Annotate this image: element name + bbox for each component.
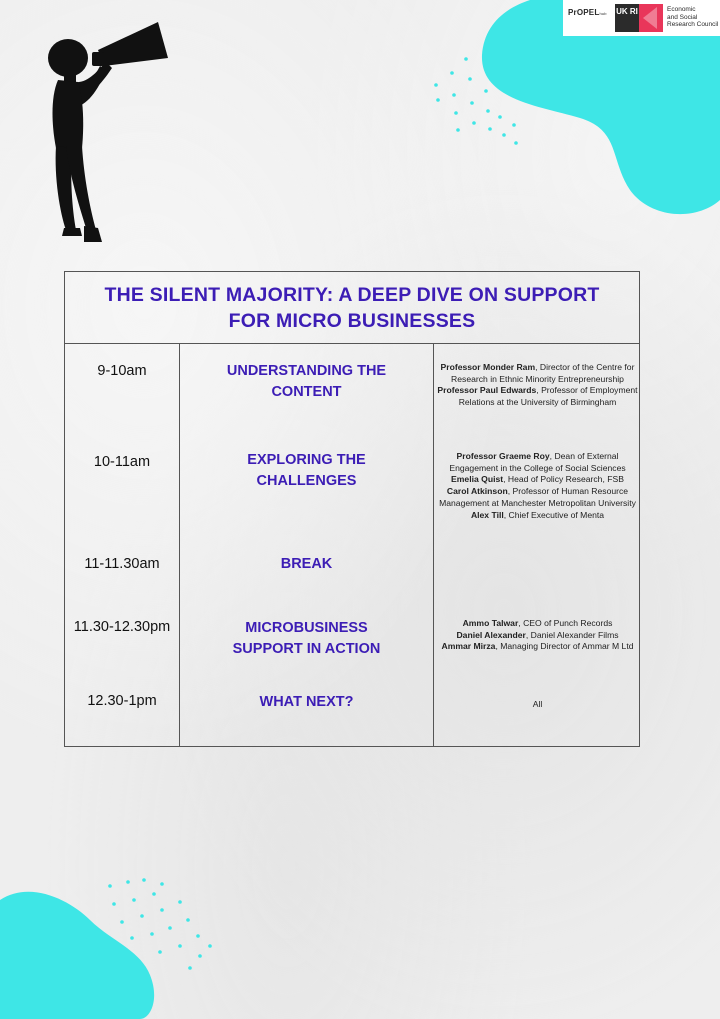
ukri-logo: UK RI: [615, 4, 639, 32]
session-title: WHAT NEXT?: [259, 694, 354, 710]
partner-logos: [563, 0, 720, 36]
session-time: 11-11.30am: [84, 556, 160, 572]
schedule-title-row: [65, 272, 639, 344]
session-speakers: Ammo Talwar, CEO of Punch Records Daniel Alexander, Daniel Alexander Films Ammar Mirza, Managing Director of Ammar M Ltd: [441, 618, 634, 652]
dot-pattern-top: [428, 55, 518, 155]
session-time: 11.30-12.30pm: [73, 619, 171, 635]
esrc-logo-text: Economic and Social Research Council: [667, 6, 719, 28]
session-title: BREAK: [280, 556, 333, 572]
session-time: 9-10am: [97, 363, 147, 379]
column-divider: [179, 344, 180, 746]
session-speakers: Professor Monder Ram, Director of the Centre for Research in Ethnic Minority Entrepreneurship Professor Paul Edwards, Professor of Employment Relations at the University of Birmingham: [437, 362, 638, 408]
session-speakers: All: [532, 699, 543, 709]
megaphone-person-illustration: [40, 18, 175, 248]
session-title: MICROBUSINESS SUPPORT IN ACTION: [232, 620, 381, 657]
session-time: 12.30-1pm: [87, 693, 157, 709]
session-title: EXPLORING THE CHALLENGES: [247, 452, 366, 489]
column-divider: [433, 344, 434, 746]
session-time: 10-11am: [93, 454, 151, 470]
session-speakers: Professor Graeme Roy, Dean of External Engagement in the College of Social Sciences Emelia Quist, Head of Policy Research, FSB Carol Atkinson, Professor of Human Resource Management at Manchester Metropolitan University Alex Till, Chief Executive of Menta: [439, 451, 636, 520]
dot-pattern-bottom: [100, 876, 220, 976]
propel-logo: PrOPELhub: [568, 8, 607, 17]
page-title: THE SILENT MAJORITY: A DEEP DIVE ON SUPPORT FOR MICRO BUSINESSES: [104, 283, 600, 332]
session-title: UNDERSTANDING THE CONTENT: [226, 363, 387, 400]
esrc-logo-mark: [639, 4, 663, 32]
schedule-table: [64, 271, 640, 747]
